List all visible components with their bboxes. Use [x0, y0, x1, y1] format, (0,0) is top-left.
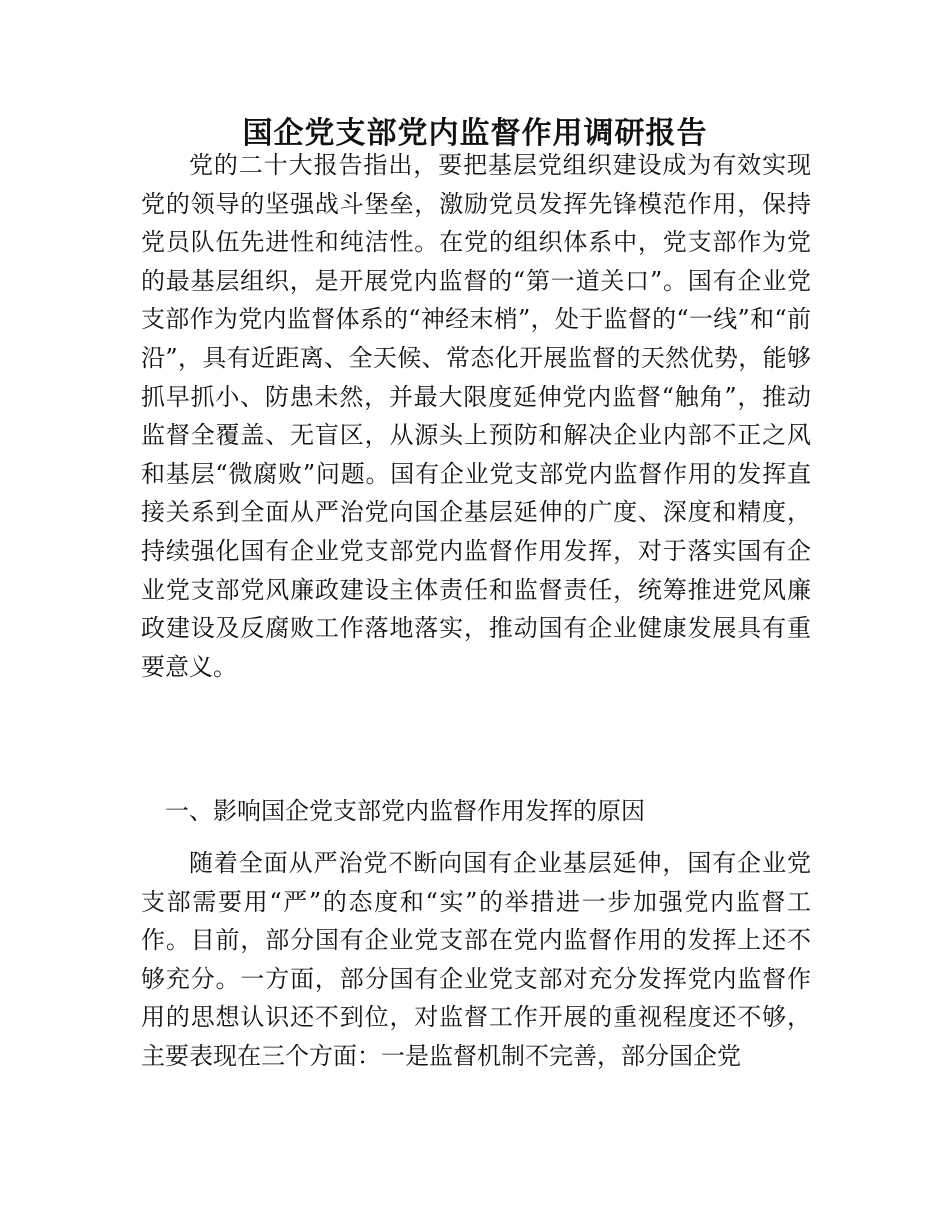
- section-heading: 一、影响国企党支部党内监督作用发挥的原因: [165, 797, 645, 825]
- intro-paragraph: 党的二十大报告指出，要把基层党组织建设成为有效实现党的领导的坚强战斗堡垒，激励党员发挥先锋模范作用，保持党员队伍先进性和纯洁性。在党的组织体系中，党支部作为党的最基层组织，是开展党内监督的“第一道关口”。国有企业党支部作为党内监督体系的“神经末梢”，处于监督的“一线”和“前沿”，具有近距离、全天候、常态化开展监督的天然优势，能够抓早抓小、防患未然，并最大限度延伸党内监督“触角”，推动监督全覆盖、无盲区，从源头上预防和解决企业内部不正之风和基层“微腐败”问题。国有企业党支部党内监督作用的发挥直接关系到全面从严治党向国企基层延伸的广度、深度和精度，持续强化国有企业党支部党内监督作用发挥，对于落实国有企业党支部党风廉政建设主体责任和监督责任，统筹推进党风廉政建设及反腐败工作落地落实，推动国有企业健康发展具有重要意义。: [141, 151, 811, 681]
- section-paragraph: 随着全面从严治党不断向国有企业基层延伸，国有企业党支部需要用“严”的态度和“实”的举措进一步加强党内监督工作。目前，部分国有企业党支部在党内监督作用的发挥上还不够充分。一方面，部分国有企业党支部对充分发挥党内监督作用的思想认识还不到位，对监督工作开展的重视程度还不够，主要表现在三个方面：一是监督机制不完善，部分国企党: [141, 849, 811, 1070]
- document-title: 国企党支部党内监督作用调研报告: [242, 116, 708, 151]
